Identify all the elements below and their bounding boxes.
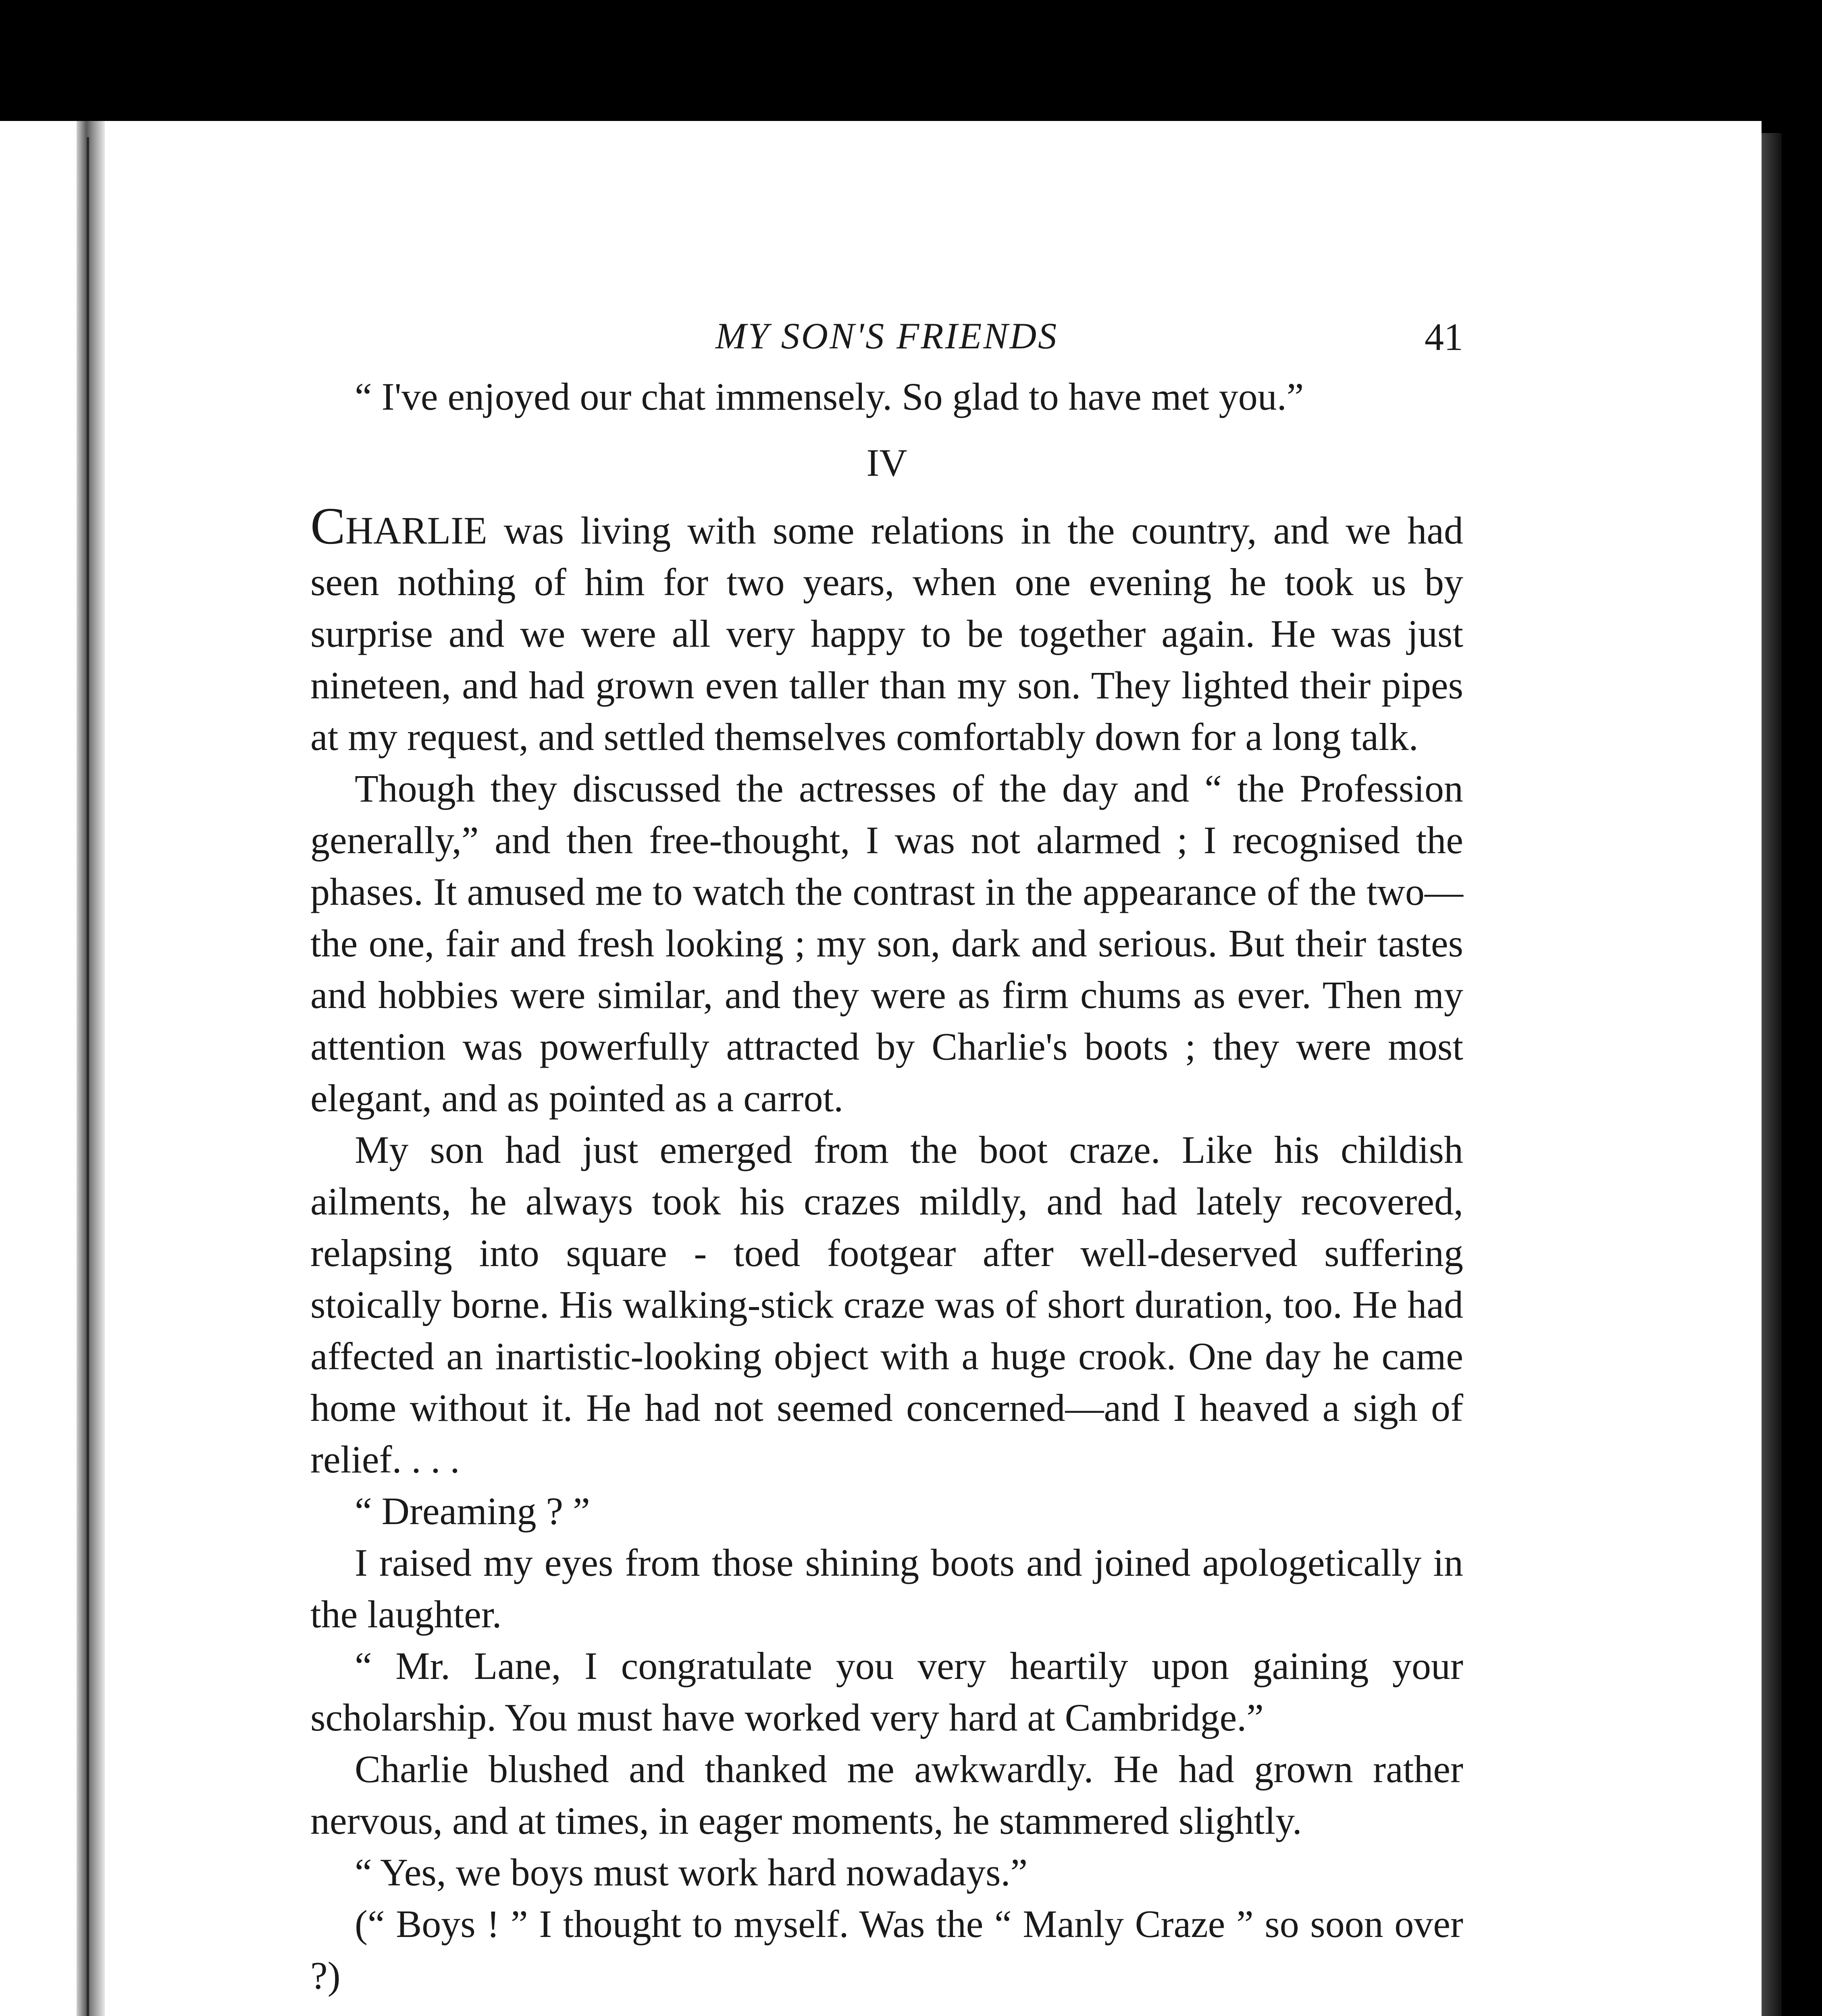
paragraph-5: “ Dreaming ? ” — [355, 1489, 590, 1533]
section-number: IV — [866, 441, 907, 484]
paragraph-10: (“ Boys ! ” I thought to myself. Was the “ Manly Craze ” so soon over ?) — [310, 1902, 1463, 1997]
paragraph-6: I raised my eyes from those shining boots and joined apologetically in the laughter. — [310, 1541, 1463, 1636]
paragraph-2 — [310, 497, 1463, 763]
page-number: 41 — [1425, 315, 1463, 358]
page-edge — [1762, 133, 1782, 2016]
gutter-line — [87, 137, 89, 2016]
paragraph-9: “ Yes, we boys must work hard nowadays.” — [355, 1851, 1028, 1894]
drop-cap: C — [310, 497, 345, 555]
running-head — [310, 314, 1463, 371]
paragraph-7: “ Mr. Lane, I congratulate you very heartily upon gaining your scholarship. You must have worked very hard at Cambridge.” — [310, 1644, 1463, 1739]
running-title: MY SON'S FRIENDS — [715, 315, 1059, 356]
paragraph-8: Charlie blushed and thanked me awkwardly. He had grown rather nervous, and at times, in eager moments, he stammered slightly. — [310, 1747, 1463, 1842]
paragraph-3: Though they discussed the actresses of the day and “ the Profession generally,” and then free-thought, I was not alarmed ; I recognised the phases. It amused me to watch the contrast in the appearance of the two—the one, fair and fresh looking ; my son, dark and serious. But their tastes and hobbies were similar, and they were as firm chums as ever. Then my attention was powerfully attracted by Charlie's boots ; they were most elegant, and as pointed as a carrot. — [310, 767, 1463, 1120]
paragraph-2-text: HARLIE was living with some relations in the country, and we had seen nothing of him for two years, when one evening he took us by surprise and we were all very happy to be together again. He was just nineteen, and had grown even taller than my son. They lighted their pipes at my request, and settled themselves comfortably down for a long talk. — [310, 509, 1463, 758]
paragraph-1: “ I've enjoyed our chat immensely. So glad to have met you.” — [355, 375, 1304, 418]
gutter-shadow — [77, 121, 105, 2016]
text-block — [310, 314, 1463, 2001]
paragraph-4: My son had just emerged from the boot craze. Like his childish ailments, he always took his crazes mildly, and had lately recovered, relapsing into square - toed footgear after well-deserved suffering stoically borne. His walking-stick craze was of short duration, too. He had affected an inartistic-looking object with a huge crook. One day he came home without it. He had not seemed concerned—and I heaved a sigh of relief. . . . — [310, 1128, 1463, 1481]
book-page — [0, 121, 1762, 2016]
